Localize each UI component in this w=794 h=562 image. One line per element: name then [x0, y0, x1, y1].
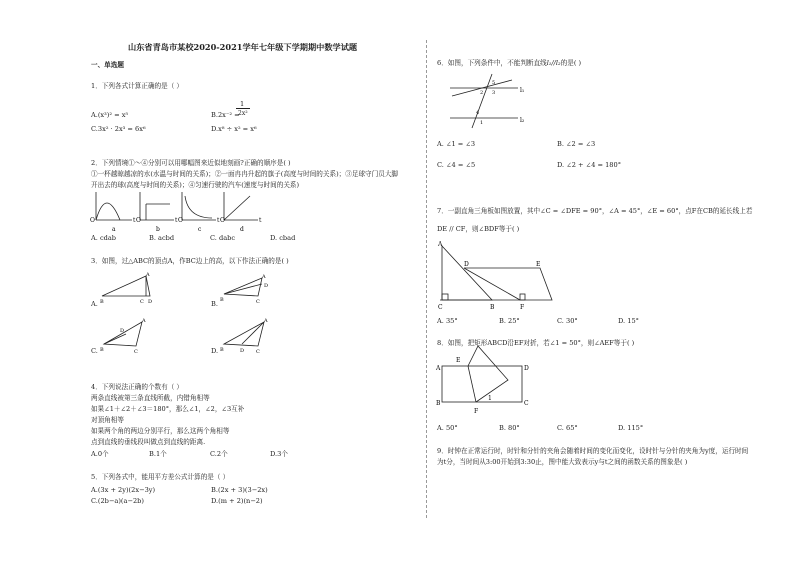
section-heading: 一、单选题: [91, 61, 124, 69]
q5-option-a: A.(3x + 2y)(2x−3y): [91, 486, 156, 494]
q6-stem: 6．如图，下列条件中，不能判断直线l₁//l₂的是( ): [437, 59, 582, 67]
q4-stem: 4．下列说法正确的个数有（ ）: [91, 383, 184, 391]
q1-option-b: B.2x⁻² =: [211, 111, 240, 119]
q4-option-d: D.3个: [270, 450, 288, 458]
svg-text:C: C: [134, 349, 138, 355]
q4-option-a: A.0个: [91, 450, 109, 458]
svg-text:C: C: [256, 299, 260, 305]
svg-text:A: A: [264, 318, 268, 324]
q4-statement-1: 两条直线被第三条直线所截，内错角相等: [91, 394, 210, 402]
svg-text:B: B: [100, 299, 104, 305]
q7-option-a: A. 35°: [437, 317, 458, 325]
q1-option-b-numerator: 1: [240, 100, 245, 108]
q4-statement-2: 如果∠1＋∠2＋∠3＝180°，那么∠1，∠2，∠3互补: [91, 405, 245, 413]
q1-option-b-denominator: 2x²: [238, 110, 248, 117]
q2-graph-d: [224, 192, 258, 220]
svg-text:D: D: [240, 348, 245, 354]
q3-option-a: A.: [91, 300, 98, 308]
fraction-bar: [236, 108, 250, 109]
q4-statement-5: 点到直线的垂线段叫做点到直线的距离.: [91, 438, 206, 446]
svg-text:B: B: [100, 347, 104, 353]
q8-option-c: C. 65°: [557, 424, 578, 432]
q6-option-b: B. ∠2 = ∠3: [557, 140, 596, 148]
q6-figure: [448, 72, 538, 130]
q7-stem-line1: 7．一副直角三角板如图放置，其中∠C = ∠DFE = 90°，∠A = 45°，∠E = 60°，点F在CB的延长线上若: [437, 207, 753, 215]
q2-graphs: [90, 190, 270, 234]
q4-option-b: B.1个: [149, 450, 167, 458]
q5-option-c: C.(2b−a)(a−2b): [91, 497, 144, 505]
svg-text:C: C: [140, 299, 144, 305]
q1-option-d: D.x⁸ ÷ x² = x⁶: [211, 125, 257, 133]
q3-option-b: B.: [211, 300, 218, 308]
q3-figure-d: [218, 316, 278, 356]
svg-text:1: 1: [488, 395, 492, 402]
q5-option-b: B.(2x + 3)(3−2x): [211, 486, 268, 494]
q9-stem-line2: 为t分，当时间从3:00开始到3:30止，图中能大致表示y与t之间的函数关系的图象是( ): [437, 458, 688, 466]
q3-figure-c: [98, 316, 158, 356]
q7-figure: [436, 238, 558, 312]
svg-text:B: B: [490, 304, 495, 311]
q1-option-a: A.(x³)² = x⁵: [91, 111, 129, 119]
q2-graph-d-origin: O: [220, 217, 225, 224]
svg-text:l₂: l₂: [520, 117, 525, 124]
q3-option-c: C.: [91, 347, 98, 355]
q2-graph-a-origin: O: [90, 217, 95, 224]
q8-option-a: A. 50°: [437, 424, 458, 432]
svg-text:A: A: [146, 272, 150, 278]
q2-stem: 2．下列情境①～④分别可以用哪幅图来近似地刻画?正确的顺序是( ): [91, 159, 291, 167]
q3-stem: 3．如图，过△ABC的顶点A，作BC边上的高，以下作法正确的是( ): [91, 257, 289, 265]
q7-option-c: C. 30°: [557, 317, 578, 325]
svg-text:F: F: [520, 304, 525, 311]
q6-option-c: C. ∠4 = ∠5: [437, 161, 476, 169]
svg-text:1: 1: [480, 120, 484, 126]
svg-text:B: B: [436, 400, 441, 407]
svg-text:B: B: [220, 347, 224, 353]
q8-option-d: D. 115°: [618, 424, 644, 432]
q5-stem: 5．下列各式中，能用平方差公式计算的是（ ）: [91, 473, 230, 481]
svg-text:E: E: [536, 261, 541, 268]
q3-option-d: D.: [211, 347, 219, 355]
q2-graph-b-origin: O: [136, 217, 141, 224]
svg-text:3: 3: [492, 90, 496, 96]
q4-statement-3: 对顶角相等: [91, 416, 124, 424]
q2-context-line2: 开出去的球(高度与时间的关系)；④匀速行驶的汽车(速度与时间的关系): [91, 181, 300, 189]
column-divider: [426, 40, 427, 518]
svg-text:A: A: [436, 365, 441, 372]
q2-graph-a: [96, 192, 132, 220]
svg-text:A: A: [142, 318, 146, 324]
svg-text:D: D: [464, 261, 469, 268]
q2-graph-label-d: d: [240, 226, 244, 233]
q6-option-a: A. ∠1 = ∠3: [437, 140, 476, 148]
q1-option-c: C.3x² · 2x³ = 6x⁶: [91, 125, 146, 133]
svg-text:4: 4: [476, 110, 480, 116]
q9-stem-line1: 9．时钟在正常运行时，时针和分针的夹角会随着时间的变化而变化，设时针与分针的夹角为y度，运行时间: [437, 447, 749, 455]
q4-option-c: C.2个: [210, 450, 228, 458]
q2-graph-d-t: t: [259, 217, 262, 224]
q5-option-d: D.(m + 2)(n−2): [211, 497, 263, 505]
q2-graph-c-t: t: [217, 217, 220, 224]
q2-graph-label-a: a: [112, 226, 116, 233]
q2-option-c: C. dabc: [210, 234, 236, 242]
q7-option-d: D. 15°: [618, 317, 639, 325]
q2-graph-c: [182, 192, 216, 220]
q2-graph-label-c: c: [198, 226, 202, 233]
q8-stem: 8．如图，把矩形ABCD沿EF对折，若∠1 = 50°，则∠AEF等于( ): [437, 339, 635, 347]
svg-text:C: C: [256, 349, 260, 355]
q6-option-d: D. ∠2 + ∠4 = 180°: [557, 161, 621, 169]
q2-graph-b: [140, 192, 174, 220]
svg-text:B: B: [220, 297, 224, 303]
q8-option-b: B. 80°: [499, 424, 520, 432]
q2-graph-a-t: t: [133, 217, 136, 224]
q3-figure-a: [98, 270, 158, 306]
q7-stem-line2: DE // CF，则∠BDF等于( ): [437, 225, 520, 233]
q1-stem: 1．下列各式计算正确的是（ ）: [91, 82, 184, 90]
svg-text:D: D: [264, 283, 269, 289]
q2-graph-b-t: t: [175, 217, 178, 224]
q4-statement-4: 如果两个角的两边分别平行，那么这两个角相等: [91, 427, 230, 435]
q7-option-b: B. 25°: [499, 317, 520, 325]
q2-option-d: D. cbad: [270, 234, 296, 242]
svg-text:A: A: [438, 241, 443, 248]
svg-text:D: D: [524, 365, 529, 372]
svg-text:D: D: [148, 299, 153, 305]
svg-text:5: 5: [492, 80, 496, 86]
svg-text:C: C: [438, 304, 443, 311]
q2-option-a: A. cdab: [91, 234, 117, 242]
q2-option-b: B. acbd: [149, 234, 175, 242]
svg-text:E: E: [456, 357, 461, 364]
q2-graph-c-origin: O: [178, 217, 183, 224]
q8-figure: [436, 352, 536, 418]
svg-text:D: D: [120, 328, 125, 334]
q3-figure-b: [218, 270, 278, 306]
svg-text:C: C: [524, 400, 529, 407]
exam-title: 山东省青岛市某校2020-2021学年七年级下学期期中数学试题: [128, 42, 358, 52]
svg-text:A: A: [262, 274, 266, 280]
svg-text:l₁: l₁: [520, 87, 525, 94]
svg-text:2: 2: [480, 90, 484, 96]
q2-context-line1: ①一杯越晾越凉的水(水温与时间的关系)；②一面冉冉升起的旗子(高度与时间的关系)；③足球守门员大脚: [91, 170, 399, 178]
svg-text:F: F: [474, 408, 479, 415]
q2-graph-label-b: b: [156, 226, 160, 233]
